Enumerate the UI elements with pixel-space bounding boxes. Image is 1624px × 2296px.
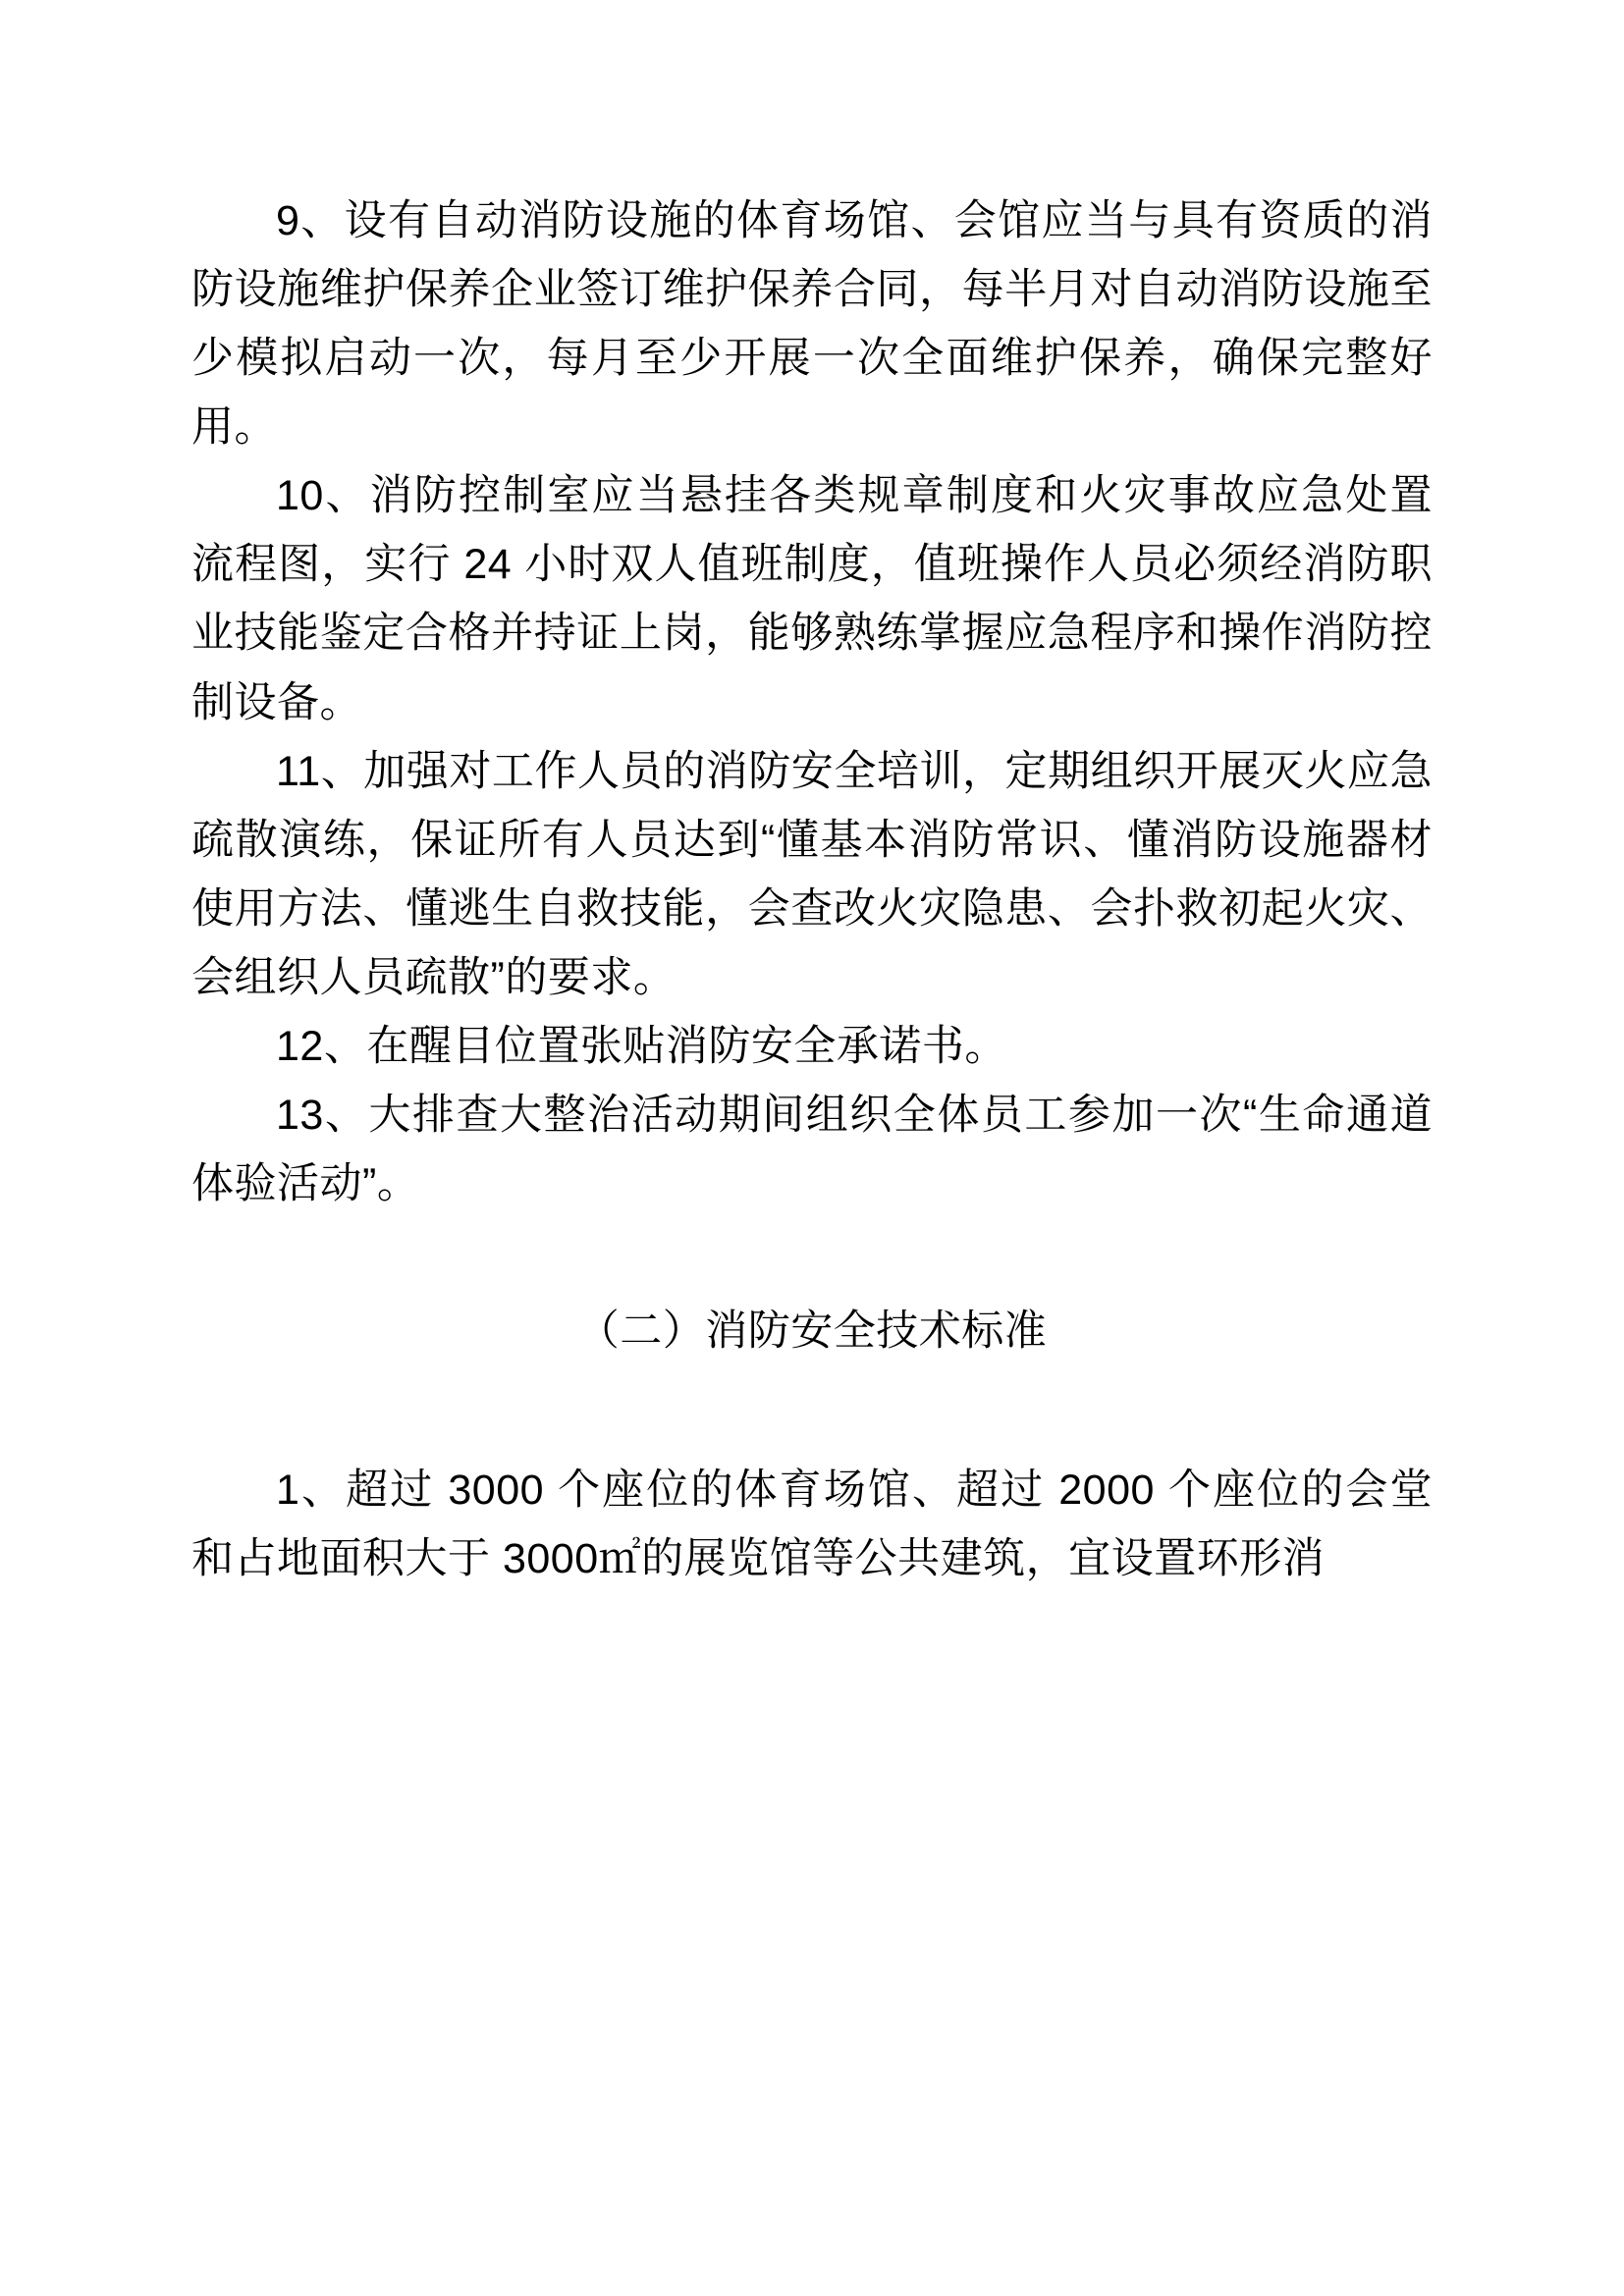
document-body — [191, 187, 1433, 1593]
paragraph-item-10: 10、消防控制室应当悬挂各类规章制度和火灾事故应急处置流程图，实行 24 小时双人值班制度，值班操作人员必须经消防职业技能鉴定合格并持证上岗，能够熟练掌握应急程序和操作消防控制设备。 — [191, 472, 1433, 726]
paragraph-item-13: 13、大排查大整治活动期间组织全体员工参加一次“生命通道体验活动”。 — [191, 1092, 1433, 1208]
paragraph-item-9: 9、设有自动消防设施的体育场馆、会馆应当与具有资质的消防设施维护保养企业签订维护保养合同，每半月对自动消防设施至少模拟启动一次，每月至少开展一次全面维护保养，确保完整好用。 — [191, 197, 1433, 452]
paragraph-item-11: 11、加强对工作人员的消防安全培训，定期组织开展灭火应急疏散演练，保证所有人员达到“懂基本消防常识、懂消防设施器材使用方法、懂逃生自救技能，会查改火灾隐患、会扑救初起火灾、会组织人员疏散”的要求。 — [191, 747, 1433, 1001]
paragraph-item-12: 12、在醒目位置张贴消防安全承诺书。 — [276, 1022, 1007, 1070]
section-heading: （二）消防安全技术标准 — [576, 1308, 1048, 1356]
paragraph-item-1: 1、超过 3000 个座位的体育场馆、超过 2000 个座位的会堂和占地面积大于 3000㎡的展览馆等公共建筑，宜设置环形消 — [191, 1467, 1433, 1583]
heading-spacer — [191, 1365, 1433, 1456]
section-spacer — [191, 1218, 1433, 1297]
